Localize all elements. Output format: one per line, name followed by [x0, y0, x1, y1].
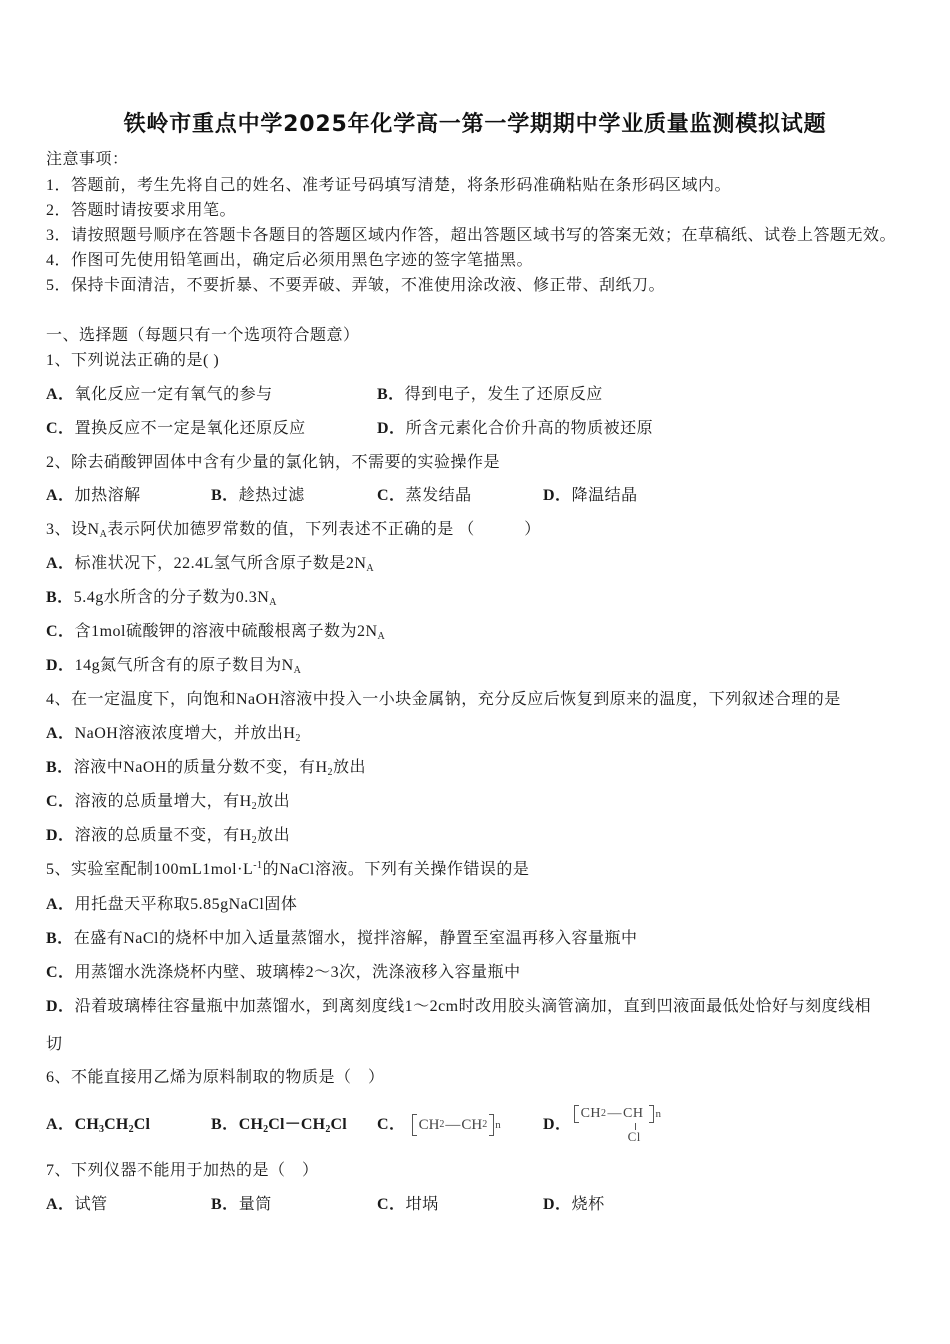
- q1-option-d: [377, 419, 653, 439]
- option-letter: A．: [46, 1116, 75, 1133]
- q5-option-b: [46, 929, 637, 949]
- formula-part: CH: [461, 1117, 483, 1133]
- option-letter: A．: [46, 487, 75, 504]
- subscript: A: [293, 665, 302, 676]
- q2-option-b: [211, 486, 305, 506]
- option-text: 得到电子，发生了还原反应: [404, 386, 603, 403]
- q2-option-d: [543, 486, 638, 506]
- q5-option-d-continued: 切: [46, 1036, 63, 1053]
- formula-part: CH: [580, 1106, 602, 1121]
- option-letter: D．: [543, 1196, 572, 1213]
- option-letter: C．: [377, 1116, 406, 1133]
- q2-option-a: [46, 486, 141, 506]
- subscript: 2: [251, 835, 258, 846]
- dichloroethane-formula: [239, 1115, 347, 1135]
- question-1-stem: 1、下列说法正确的是( ): [46, 352, 220, 369]
- question-2-stem: 2、除去硝酸钾固体中含有少量的氯化钠，不需要的实验操作是: [46, 454, 501, 471]
- option-text: 蒸发结晶: [405, 487, 472, 504]
- option-letter: B．: [211, 487, 239, 504]
- option-text: 在盛有NaCl的烧杯中加入适量蒸馏水，搅拌溶解，静置至室温再移入容量瓶中: [73, 930, 638, 947]
- option-letter: C．: [377, 1196, 406, 1213]
- question-4-stem: 4、在一定温度下，向饱和NaOH溶液中投入一小块金属钠，充分反应后恢复到原来的温度，下列叙述合理的是: [46, 691, 841, 708]
- q7-option-a: [46, 1195, 108, 1215]
- stem-text: 的NaCl溶液。下列有关操作错误的是: [262, 861, 530, 878]
- option-letter: A．: [46, 1196, 75, 1213]
- q3-option-c: [46, 622, 385, 642]
- question-3-stem: [46, 520, 541, 540]
- option-letter: A．: [46, 725, 75, 742]
- option-letter: C．: [377, 487, 406, 504]
- question-6-stem: 6、不能直接用乙烯为原料制取的物质是（ ）: [46, 1069, 385, 1086]
- option-text: 用托盘天平称取5.85gNaCl固体: [74, 896, 298, 913]
- q7-option-b: [211, 1195, 272, 1215]
- option-letter: B．: [46, 930, 74, 947]
- option-letter: B．: [211, 1116, 239, 1133]
- option-letter: C．: [46, 964, 75, 981]
- stem-text: 3、设N: [46, 521, 100, 538]
- option-text: 沿着玻璃棒往容量瓶中加蒸馏水，到离刻度线1～2cm时改用胶头滴管滴加，直到凹液面最低处恰好与刻度线相: [74, 998, 872, 1015]
- stem-text: 表示阿伏加德罗常数的值，下列表述不正确的是 （ ）: [107, 521, 541, 538]
- q6-option-d: [543, 1103, 674, 1147]
- polymer-backbone: CH 2 — CH n: [574, 1104, 662, 1124]
- option-text: 放出: [257, 827, 291, 844]
- q1-option-c: [46, 419, 306, 439]
- subscript: 2: [327, 767, 334, 778]
- q5-option-a: [46, 895, 297, 915]
- chlorine-substituent: Cl: [627, 1129, 641, 1144]
- option-letter: B．: [46, 589, 74, 606]
- notice-item-5: 5．保持卡面清洁，不要折暴、不要弄破、弄皱，不准使用涂改液、修正带、刮纸刀。: [46, 277, 666, 294]
- option-letter: A．: [46, 555, 75, 572]
- option-letter: C．: [46, 793, 75, 810]
- formula-part: CH: [418, 1117, 440, 1133]
- option-text: 溶液的总质量增大，有H: [74, 793, 252, 810]
- option-text: 置换反应不一定是氧化还原反应: [74, 420, 306, 437]
- subscript: 2: [128, 1124, 134, 1135]
- option-letter: C．: [46, 420, 75, 437]
- q6-option-a: [46, 1103, 150, 1147]
- subscript: 2: [325, 1124, 331, 1135]
- stem-text: 5、实验室配制100mL1mol·L: [46, 861, 254, 878]
- formula-part: Cl: [330, 1116, 347, 1133]
- option-letter: B．: [377, 386, 405, 403]
- subscript: A: [377, 631, 386, 642]
- formula-part: CH: [104, 1116, 129, 1133]
- question-2-options-row: [46, 486, 906, 506]
- option-letter: D．: [46, 998, 75, 1015]
- formula-part: CH: [238, 1116, 264, 1133]
- question-7-options-row: [46, 1195, 906, 1215]
- option-text: 趁热过滤: [238, 487, 305, 504]
- option-letter: D．: [543, 1116, 572, 1133]
- option-text: 放出: [257, 793, 291, 810]
- question-7-stem: 7、下列仪器不能用于加热的是（ ）: [46, 1162, 319, 1179]
- option-letter: B．: [211, 1196, 239, 1213]
- question-6-options-row: [46, 1103, 906, 1147]
- option-text: 标准状况下，22.4L氢气所含原子数是2N: [74, 555, 367, 572]
- right-bracket: [649, 1105, 654, 1123]
- option-text: 加热溶解: [74, 487, 141, 504]
- q7-option-d: [543, 1195, 605, 1215]
- notice-item-3: 3．请按照题号顺序在答题卡各题目的答题区域内作答，超出答题区域书写的答案无效；在草稿纸、试卷上答题无效。: [46, 227, 897, 244]
- option-text: 所含元素化合价升高的物质被还原: [405, 420, 654, 437]
- option-text: NaOH溶液浓度增大，并放出H: [74, 725, 296, 742]
- single-bond: —: [607, 1106, 623, 1121]
- left-bracket: [412, 1114, 417, 1136]
- q7-option-c: [377, 1195, 439, 1215]
- option-letter: D．: [46, 657, 75, 674]
- q1-option-b: [377, 385, 603, 405]
- notice-item-4: 4．作图可先使用铅笔画出，确定后必须用黑色字迹的签字笔描黑。: [46, 252, 534, 269]
- single-bond: —: [445, 1117, 461, 1133]
- q3-option-b: [46, 588, 277, 608]
- option-letter: D．: [543, 487, 572, 504]
- option-letter: C．: [46, 623, 75, 640]
- option-text: 放出: [333, 759, 367, 776]
- right-bracket: [489, 1114, 494, 1136]
- option-letter: D．: [377, 420, 406, 437]
- option-text: 5.4g水所含的分子数为0.3N: [73, 589, 270, 606]
- option-text: 降温结晶: [571, 487, 638, 504]
- question-1-options-row-2: [46, 419, 906, 439]
- degree-of-polymerization: n: [655, 1108, 662, 1120]
- degree-of-polymerization: n: [495, 1119, 501, 1131]
- superscript: -1: [253, 860, 263, 871]
- formula-part: CH: [74, 1116, 99, 1133]
- page-title: 铁岭市重点中学2025年化学高一第一学期期中学业质量监测模拟试题: [123, 112, 827, 137]
- q6-option-b: [211, 1103, 347, 1147]
- subscript: A: [366, 563, 375, 574]
- subscript: 3: [98, 1124, 105, 1135]
- subscript: 2: [263, 1124, 269, 1135]
- notice-heading: 注意事项：: [46, 151, 129, 168]
- section-heading: 一、选择题（每题只有一个选项符合题意）: [46, 327, 360, 344]
- option-text: 用蒸馏水洗涤烧杯内壁、玻璃棒2～3次，洗涤液移入容量瓶中: [74, 964, 521, 981]
- formula-part: Cl: [133, 1116, 151, 1133]
- option-text: 试管: [74, 1196, 108, 1213]
- q1-option-a: [46, 385, 273, 405]
- option-text: 溶液中NaOH的质量分数不变，有H: [73, 759, 328, 776]
- q4-option-b: [46, 758, 366, 778]
- chloroethane-formula: [75, 1115, 151, 1135]
- q4-option-d: [46, 826, 290, 846]
- question-1-options-row-1: [46, 385, 906, 405]
- option-text: 烧杯: [571, 1196, 605, 1213]
- q3-option-d: [46, 656, 301, 676]
- option-letter: A．: [46, 896, 75, 913]
- question-5-stem: [46, 860, 529, 880]
- left-bracket: [574, 1105, 579, 1123]
- q4-option-c: [46, 792, 290, 812]
- notice-item-1: 1．答题前，考生先将自己的姓名、准考证号码填写清楚，将条形码准确粘贴在条形码区域内。: [46, 177, 732, 194]
- q5-option-c: [46, 963, 521, 983]
- option-letter: A．: [46, 386, 75, 403]
- subscript: A: [99, 529, 108, 540]
- option-text: 14g氮气所含有的原子数目为N: [74, 657, 294, 674]
- formula-part: Cl－CH: [268, 1116, 326, 1133]
- option-text: 氧化反应一定有氧气的参与: [74, 386, 273, 403]
- option-letter: B．: [46, 759, 74, 776]
- option-text: 含1mol硫酸钾的溶液中硫酸根离子数为2N: [74, 623, 378, 640]
- q2-option-c: [377, 486, 472, 506]
- subscript: 2: [251, 801, 258, 812]
- formula-part: CH: [623, 1106, 644, 1121]
- polyethylene-structure: CH 2 — CH 2 n: [412, 1114, 501, 1136]
- subscript: A: [269, 597, 277, 608]
- q6-option-c: [377, 1103, 501, 1147]
- subscript: 2: [295, 733, 301, 744]
- option-text: 量筒: [238, 1196, 272, 1213]
- option-text: 溶液的总质量不变，有H: [74, 827, 252, 844]
- q4-option-a: [46, 724, 301, 744]
- notice-item-2: 2．答题时请按要求用笔。: [46, 202, 237, 219]
- q5-option-d: [46, 997, 871, 1017]
- q3-option-a: [46, 554, 374, 574]
- option-letter: D．: [46, 827, 75, 844]
- option-text: 坩埚: [405, 1196, 439, 1213]
- polyvinyl-chloride-structure: [574, 1103, 674, 1147]
